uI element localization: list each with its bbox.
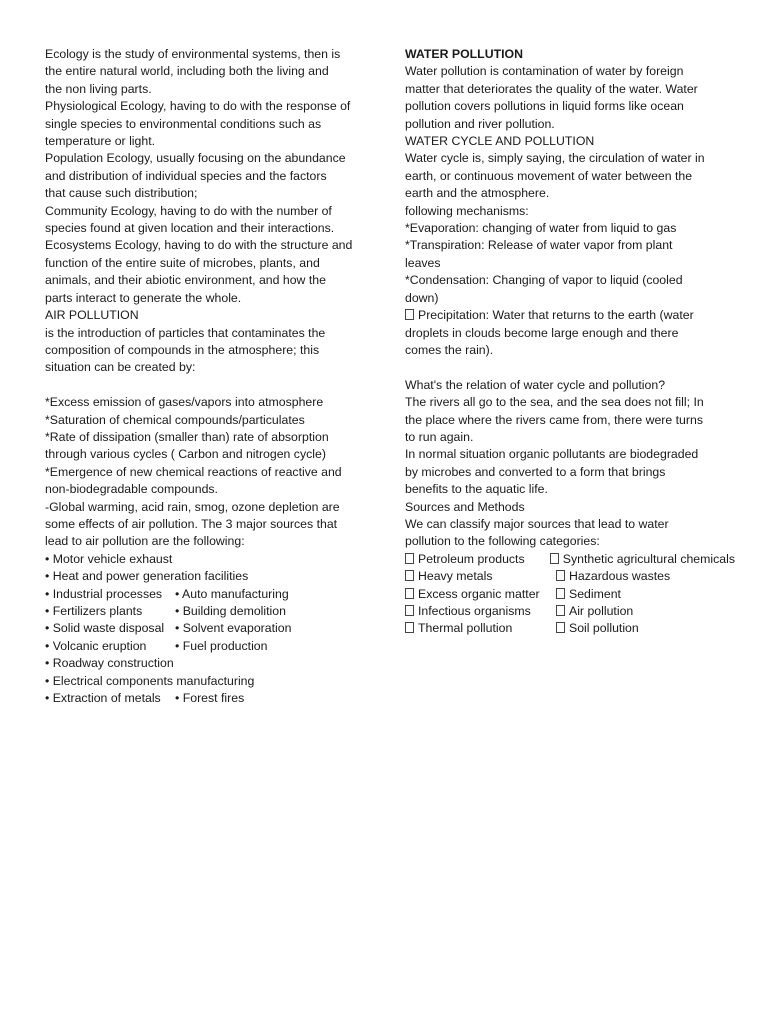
blank-line: [405, 359, 735, 376]
text-line-content: Precipitation: Water that returns to the earth (water: [418, 308, 694, 323]
category-label: Soil pollution: [569, 621, 639, 636]
section-heading-sources: Sources and Methods: [405, 499, 525, 514]
missing-glyph-box-icon: [556, 605, 565, 616]
bullet-item: • Roadway construction: [45, 656, 174, 671]
bullet-item: • Solid waste disposal: [45, 621, 165, 636]
text-line: composition of compounds in the atmosphere; this: [45, 342, 320, 357]
missing-glyph-box-icon: [556, 622, 565, 633]
blank-line: [45, 377, 375, 394]
bullet-row: [45, 655, 375, 672]
bullet-row: [45, 638, 375, 655]
text-line: through various cycles ( Carbon and nitrogen cycle): [45, 447, 326, 462]
text-line: Physiological Ecology, having to do with the response of: [45, 99, 351, 114]
text-line: *Rate of dissipation (smaller than) rate of absorption: [45, 429, 329, 444]
category-item: [405, 620, 556, 637]
section-heading-water-cycle: WATER CYCLE AND POLLUTION: [405, 134, 595, 149]
text-line: situation can be created by:: [45, 360, 196, 375]
text-line: earth, or continuous movement of water between the: [405, 168, 693, 183]
bullet-row: [45, 690, 375, 707]
bullet-item: • Auto manufacturing: [175, 586, 289, 601]
bullet-item: • Fuel production: [175, 638, 268, 653]
missing-glyph-box-icon: [405, 570, 414, 581]
text-line: Water cycle is, simply saying, the circulation of water in: [405, 151, 705, 166]
text-line: lead to air pollution are the following:: [45, 534, 245, 549]
text-line: [405, 307, 735, 324]
missing-glyph-box-icon: [556, 570, 565, 581]
text-line: Population Ecology, usually focusing on the abundance: [45, 151, 346, 166]
text-line: single species to environmental conditions such as: [45, 116, 322, 131]
text-line: and distribution of individual species and the factors: [45, 168, 327, 183]
text-line: is the introduction of particles that contaminates the: [45, 325, 326, 340]
bullet-row: [45, 673, 375, 690]
category-label: Petroleum products: [418, 551, 525, 566]
category-label: Air pollution: [569, 603, 634, 618]
missing-glyph-box-icon: [405, 588, 414, 599]
category-label: Heavy metals: [418, 569, 493, 584]
bullet-item: • Heat and power generation facilities: [45, 569, 249, 584]
text-line: species found at given location and their interactions.: [45, 221, 335, 236]
bullet-item: • Building demolition: [175, 603, 286, 618]
bullet-item: • Extraction of metals: [45, 691, 161, 706]
text-line: the entire natural world, including both the living and: [45, 64, 329, 79]
missing-glyph-box-icon: [550, 553, 559, 564]
text-line: pollution covers pollutions in liquid forms like ocean: [405, 99, 684, 114]
section-heading-air-pollution: AIR POLLUTION: [45, 308, 139, 323]
text-line: parts interact to generate the whole.: [45, 290, 242, 305]
category-item: [405, 603, 556, 620]
text-line: Community Ecology, having to do with the number of: [45, 203, 332, 218]
text-line: pollution to the following categories:: [405, 534, 600, 549]
text-line: following mechanisms:: [405, 203, 529, 218]
bullet-item: • Solvent evaporation: [175, 621, 292, 636]
text-line: Ecology is the study of environmental systems, then is: [45, 47, 341, 61]
text-line: the place where the rivers came from, there were turns: [405, 412, 703, 427]
text-line: *Saturation of chemical compounds/particulates: [45, 412, 305, 427]
category-label: Infectious organisms: [418, 603, 531, 618]
text-line: some effects of air pollution. The 3 major sources that: [45, 516, 338, 531]
category-row: [405, 620, 735, 637]
text-line: the non living parts.: [45, 81, 152, 96]
category-label: Hazardous wastes: [569, 569, 671, 584]
category-item: [405, 568, 556, 585]
text-line: *Transpiration: Release of water vapor from plant: [405, 238, 673, 253]
text-line: by microbes and converted to a form that brings: [405, 464, 666, 479]
text-line: -Global warming, acid rain, smog, ozone depletion are: [45, 499, 340, 514]
bullet-item: • Industrial processes: [45, 586, 163, 601]
text-line: leaves: [405, 255, 441, 270]
category-label: Sediment: [569, 586, 621, 601]
text-line: to run again.: [405, 429, 474, 444]
text-line: *Emergence of new chemical reactions of reactive and: [45, 464, 342, 479]
text-line: earth and the atmosphere.: [405, 186, 550, 201]
text-line: animals, and their abiotic environment, and how the: [45, 273, 326, 288]
bullet-row: [45, 568, 375, 585]
missing-glyph-box-icon: [405, 622, 414, 633]
text-line: In normal situation organic pollutants are biodegraded: [405, 447, 699, 462]
category-row: [405, 603, 735, 620]
category-row: [405, 586, 735, 603]
bullet-row: [45, 620, 375, 637]
text-line: non-biodegradable compounds.: [45, 482, 218, 497]
bullet-item: • Electrical components manufacturing: [45, 673, 255, 688]
category-row: [405, 568, 735, 585]
text-line: Ecosystems Ecology, having to do with the structure and: [45, 238, 353, 253]
text-line: What's the relation of water cycle and pollution?: [405, 377, 666, 392]
text-line: benefits to the aquatic life.: [405, 482, 548, 497]
text-line: droplets in clouds become large enough and there: [405, 325, 679, 340]
bullet-row: [45, 603, 375, 620]
text-line: matter that deteriorates the quality of the water. Water: [405, 81, 698, 96]
text-line: We can classify major sources that lead to water: [405, 516, 669, 531]
missing-glyph-box-icon: [405, 309, 414, 320]
category-item: [556, 603, 633, 620]
text-line: *Condensation: Changing of vapor to liquid (cooled: [405, 273, 683, 288]
category-label: Excess organic matter: [418, 586, 540, 601]
category-item: [405, 586, 556, 603]
left-column: [45, 46, 375, 707]
text-line: temperature or light.: [45, 134, 156, 149]
category-row: [405, 551, 735, 568]
missing-glyph-box-icon: [556, 588, 565, 599]
bullet-item: • Forest fires: [175, 691, 245, 706]
text-line: *Excess emission of gases/vapors into atmosphere: [45, 395, 324, 410]
category-label: Thermal pollution: [418, 621, 513, 636]
category-item: [556, 586, 621, 603]
category-item: [556, 568, 670, 585]
bullet-item: • Volcanic eruption: [45, 638, 147, 653]
text-line: pollution and river pollution.: [405, 116, 555, 131]
category-item: [550, 551, 735, 568]
category-item: [556, 620, 639, 637]
text-line: function of the entire suite of microbes, plants, and: [45, 255, 320, 270]
bullet-row: [45, 586, 375, 603]
text-line: down): [405, 290, 439, 305]
right-column: [405, 46, 735, 638]
missing-glyph-box-icon: [405, 605, 414, 616]
missing-glyph-box-icon: [405, 553, 414, 564]
bullet-item: • Fertilizers plants: [45, 603, 143, 618]
text-line: comes the rain).: [405, 342, 494, 357]
category-label: Synthetic agricultural chemicals: [562, 551, 735, 566]
category-item: [405, 551, 550, 568]
text-line: The rivers all go to the sea, and the sea does not fill; In: [405, 395, 704, 410]
section-heading-water-pollution: WATER POLLUTION: [405, 47, 523, 61]
text-line: *Evaporation: changing of water from liquid to gas: [405, 221, 677, 236]
text-line: that cause such distribution;: [45, 186, 198, 201]
bullet-item: • Motor vehicle exhaust: [45, 551, 173, 566]
text-line: Water pollution is contamination of water by foreign: [405, 64, 684, 79]
bullet-row: [45, 551, 375, 568]
